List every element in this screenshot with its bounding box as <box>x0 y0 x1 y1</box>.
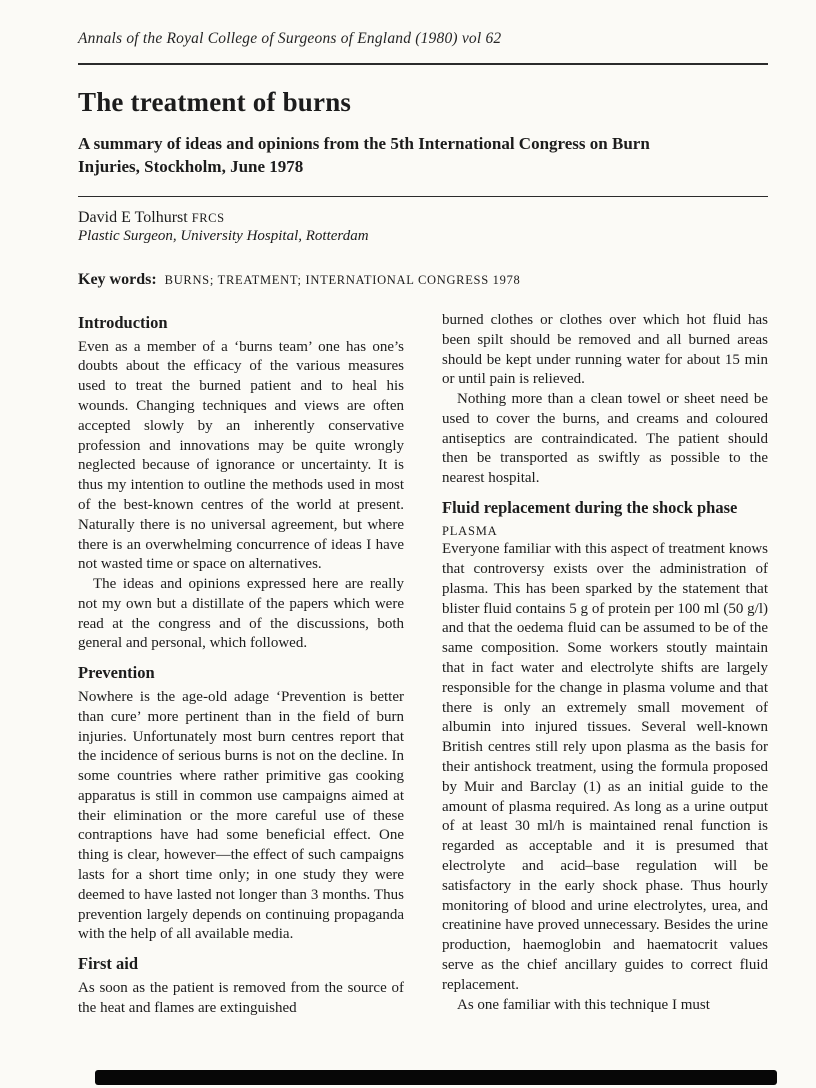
top-rule <box>78 63 768 65</box>
author-qualification: FRCS <box>191 210 225 225</box>
section-heading-prevention: Prevention <box>78 663 155 683</box>
scan-artifact-bar <box>95 1070 777 1085</box>
paragraph: burned clothes or clothes over which hot fluid has been spilt should be removed and all burned areas should be kept under running water for about 15 min or until pain is relieved. <box>442 311 768 388</box>
article-title: The treatment of burns <box>78 87 352 117</box>
paragraph: As soon as the patient is removed from the source of the heat and flames are extinguished <box>78 979 404 1016</box>
paragraph: The ideas and opinions expressed here are really not my own but a distillate of the papers which were read at the congress and of the discussions, both general and personal, which followed. <box>78 576 404 652</box>
keywords-line <box>78 271 768 289</box>
section-heading-introduction: Introduction <box>78 312 168 332</box>
mid-rule <box>78 196 768 197</box>
author-affiliation: Plastic Surgeon, University Hospital, Rotterdam <box>78 227 369 244</box>
author-name: David E Tolhurst <box>78 208 188 226</box>
author-line <box>78 209 768 227</box>
section-heading-first-aid: First aid <box>78 954 139 974</box>
paragraph: Everyone familiar with this aspect of treatment knows that controversy exists over the administration of plasma. This has been sparked by the statement that blister fluid contains 5 g of protein per 100 ml (50 g/l) and that the oedema fluid can be assumed to be of the same composition. Some workers stoutly maintain that in fact water and electrolyte shifts are largely responsible for the change in plasma volume and that there is only an extremely small movement of albumin into injured tissues. Several well-known British centres still rely upon plasma as the basis for their antishock treatment, using the formula proposed by Muir and Barclay (1) as an initial guide to the amount of plasma required. As long as a urine output of at least 30 ml/h is maintained renal function is regarded as acceptable and it is presumed that electrolyte and acid–base regulation will be satisfactory in the early shock phase. Thus hourly monitoring of blood and urine electrolytes, urea, and creatinine have proved unnecessary. Besides the urine production, haemoglobin and haematocrit values serve as the chief ancillary guides to correct fluid replacement. <box>442 541 768 993</box>
right-column <box>442 311 768 1019</box>
two-column-body <box>78 311 768 1019</box>
keywords-label: Key words: <box>78 270 157 288</box>
article-subtitle: A summary of ideas and opinions from the 5th International Congress on Burn Injuries, Stockholm, June 1978 <box>78 134 650 177</box>
paragraph: Nowhere is the age-old adage ‘Prevention is better than cure’ more pertinent than in the field of burn injuries. Unfortunately most burn centres report that the incidence of serious burns is not on the decline. In some countries where rather primitive gas cooking apparatus is still in common use campaigns aimed at their elimination or the more careful use of these contraptions have had some beneficial effect. One thing is clear, however—the effect of such campaigns lasts for a short time only; in one study they were deemed to have lasted not longer than 3 months. Thus prevention largely depends on continuing propaganda with the help of all available media. <box>78 688 404 943</box>
subsection-heading-plasma: PLASMA <box>442 523 498 538</box>
journal-header: Annals of the Royal College of Surgeons of England (1980) vol 62 <box>78 30 502 47</box>
paragraph: As one familiar with this technique I must <box>457 996 710 1013</box>
paragraph: Nothing more than a clean towel or sheet need be used to cover the burns, and creams and coloured antiseptics are contraindicated. The patient should then be transported as swiftly as possible to the nearest hospital. <box>442 391 768 487</box>
paragraph: Even as a member of a ‘burns team’ one has one’s doubts about the efficacy of the various measures used to treat the burned patient and to heal his wounds. Changing techniques and views are often accepted slowly by an inherently conservative profession and innovations may be quite wrongly neglected because of ignorance or uncertainty. It is thus my intention to outline the methods used in most of the best-known centres of the world at present. Naturally there is no universal agreement, but where there is an overwhelming concurrence of ideas I have not wasted time or space on alternatives. <box>78 338 404 573</box>
left-column <box>78 311 404 1019</box>
section-heading-fluid-replacement: Fluid replacement during the shock phase <box>442 498 738 518</box>
keywords-terms: BURNS; TREATMENT; INTERNATIONAL CONGRESS 1978 <box>164 272 521 287</box>
